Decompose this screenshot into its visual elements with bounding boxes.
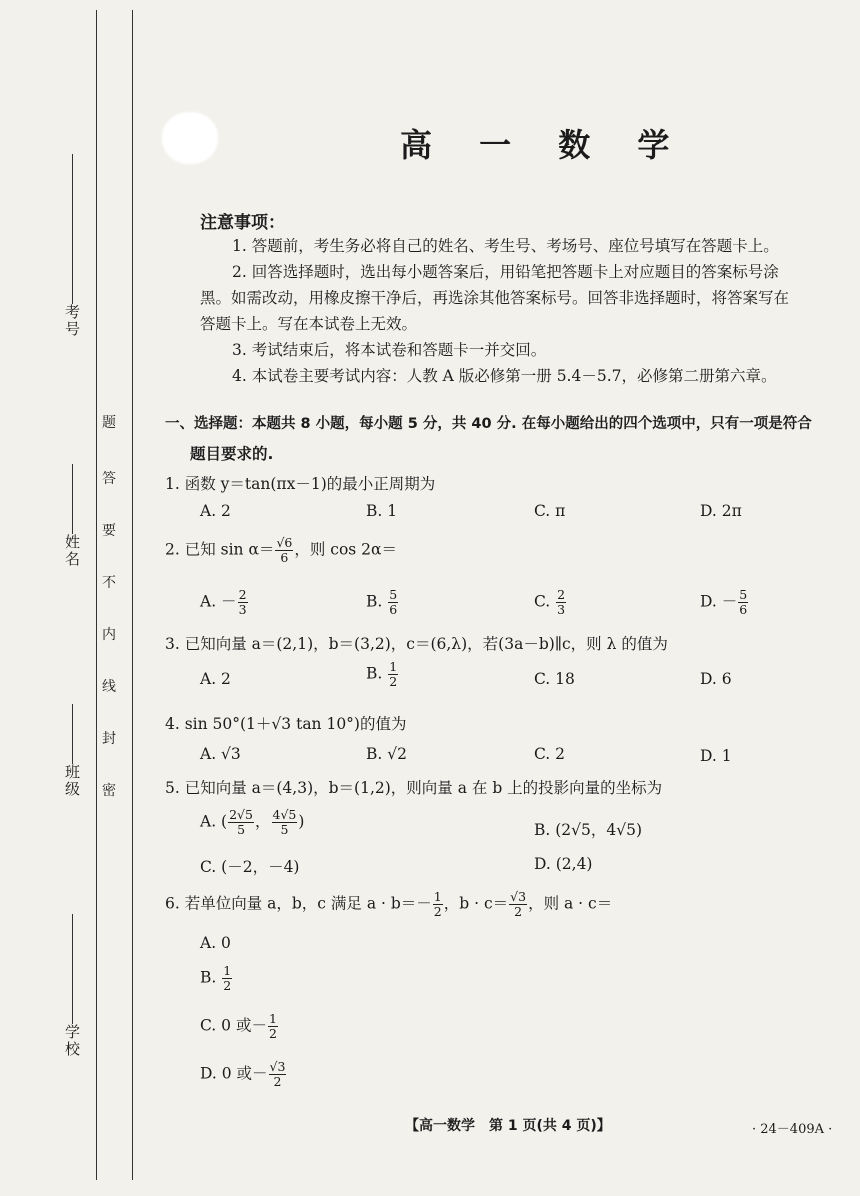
exam-no-label: 考号	[62, 150, 83, 338]
q5-option-d: D. (2,4)	[534, 855, 593, 873]
question-2-stem: 2. 已知 sin α＝ $\frac{√6}{6}$ ，则 cos 2α＝	[165, 535, 398, 565]
question-4-stem: 4. sin 50°(1＋√3 tan 10°)的值为	[165, 715, 407, 733]
q2-option-b: B. $\frac{5}{6}$	[366, 587, 398, 617]
exam-code: · 24－409A ·	[752, 1122, 833, 1137]
q4-option-a: A. √3	[200, 745, 241, 763]
margin-line-inner	[132, 10, 133, 1180]
notice-item: 答题卡上。写在本试卷上无效。	[200, 315, 418, 333]
seal-char: 不	[102, 575, 116, 591]
seal-char: 内	[102, 627, 116, 643]
redaction-blob	[162, 112, 218, 164]
q5-option-a: A. ( $\frac{2√5}{5}$ ， $\frac{4√5}{5}$ )	[200, 807, 305, 837]
q5-option-b: B. (2√5，4√5)	[534, 821, 643, 839]
page-footer: 【高一数学 第 1 页(共 4 页)】	[405, 1118, 611, 1134]
question-5-stem: 5. 已知向量 a＝(4,3)，b＝(1,2)，则向量 a 在 b 上的投影向量的坐标为	[165, 779, 663, 797]
notice-item: 2. 回答选择题时，选出每小题答案后，用铅笔把答题卡上对应题目的答案标号涂	[232, 263, 779, 281]
section-heading-cont: 题目要求的.	[190, 445, 274, 463]
seal-char: 线	[102, 679, 116, 695]
notice-item: 黑。如需改动，用橡皮擦干净后，再选涂其他答案标号。回答非选择题时，将答案写在	[200, 289, 790, 307]
q1-option-c: C. π	[534, 502, 566, 520]
q4-option-d: D. 1	[700, 747, 732, 765]
notice-item: 4. 本试卷主要考试内容：人教 A 版必修第一册 5.4－5.7，必修第二册第六章。	[232, 367, 777, 385]
seal-char: 题	[102, 415, 116, 431]
seal-char: 密	[102, 783, 116, 799]
q3-option-a: A. 2	[200, 670, 231, 688]
question-6-stem: 6. 若单位向量 a，b，c 满足 a · b＝－ $\frac{1}{2}$ ，b · c＝ $\frac{√3}{2}$ ，则 a · c＝	[165, 889, 613, 919]
school-label: 学校	[62, 910, 83, 1058]
q2-option-c: C. $\frac{2}{3}$	[534, 587, 566, 617]
question-3-stem: 3. 已知向量 a＝(2,1)，b＝(3,2)，c＝(6,λ)，若(3a－b)∥c，则 λ 的值为	[165, 635, 668, 653]
seal-char: 要	[102, 523, 116, 539]
q6-option-a: A. 0	[200, 934, 231, 952]
class-label: 班级	[62, 700, 83, 798]
name-label: 姓名	[62, 460, 83, 568]
seal-char: 答	[102, 471, 116, 487]
q1-option-b: B. 1	[366, 502, 398, 520]
q6-option-b: B. $\frac{1}{2}$	[200, 963, 232, 993]
question-1-stem: 1. 函数 y＝tan(πx－1)的最小正周期为	[165, 475, 436, 493]
q3-option-d: D. 6	[700, 670, 732, 688]
section-heading: 一、选择题：本题共 8 小题，每小题 5 分，共 40 分. 在每小题给出的四个选项中，只有一项是符合	[165, 416, 812, 432]
notice-item: 3. 考试结束后，将本试卷和答题卡一并交回。	[232, 341, 547, 359]
q6-option-c: C. 0 或－ $\frac{1}{2}$	[200, 1011, 277, 1041]
notice-heading: 注意事项：	[200, 213, 285, 233]
q5-option-c: C. (－2，－4)	[200, 858, 300, 876]
margin-line-outer	[96, 10, 97, 1180]
q4-option-c: C. 2	[534, 745, 566, 763]
q3-option-c: C. 18	[534, 670, 575, 688]
q1-option-a: A. 2	[200, 502, 231, 520]
notice-item: 1. 答题前，考生务必将自己的姓名、考生号、考场号、座位号填写在答题卡上。	[232, 237, 779, 255]
q1-option-d: D. 2π	[700, 502, 742, 520]
q2-option-d: D. － $\frac{5}{6}$	[700, 587, 748, 617]
q4-option-b: B. √2	[366, 745, 407, 763]
q6-option-d: D. 0 或－ $\frac{√3}{2}$	[200, 1059, 286, 1089]
seal-char: 封	[102, 731, 116, 747]
q2-option-a: A. － $\frac{2}{3}$	[200, 587, 247, 617]
page-title: 高 一 数 学	[400, 126, 688, 164]
q3-option-b: B. $\frac{1}{2}$	[366, 659, 398, 689]
